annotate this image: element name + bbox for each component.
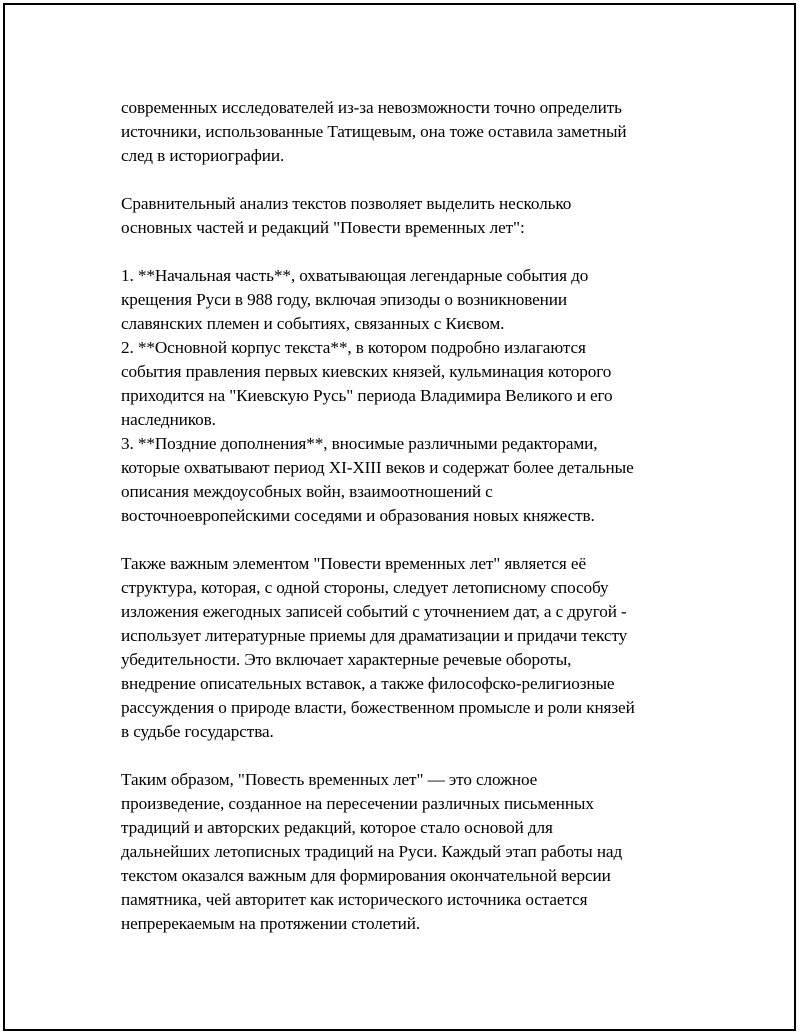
text-line: 3. **Поздние дополнения**, вносимые различными редакторами, [121, 434, 598, 453]
paragraph-tatishchev [121, 96, 701, 168]
text-line: непререкаемым на протяжении столетий. [121, 914, 421, 933]
list-item [121, 336, 701, 432]
list-item [121, 432, 701, 528]
text-line: которые охватывают период XI-XIII веков и содержат более детальные [121, 458, 634, 477]
text-line: произведение, созданное на пересечении различных письменных [121, 794, 594, 813]
text-line: наследников. [121, 410, 216, 429]
parts-list [121, 264, 701, 528]
text-line: Сравнительный анализ текстов позволяет выделить несколько [121, 194, 572, 213]
text-line: приходится на "Киевскую Русь" периода Владимира Великого и его [121, 386, 613, 405]
text-line: убедительности. Это включает характерные речевые обороты, [121, 650, 572, 669]
text-line: славянских племен и событиях, связанных с Києвом. [121, 314, 505, 333]
text-line: текстом оказался важным для формирования окончательной версии [121, 866, 611, 885]
text-line: 2. **Основной корпус текста**, в котором подробно излагаются [121, 338, 586, 357]
paragraph-conclusion [121, 768, 701, 936]
text-line: источники, использованные Татищевым, она тоже оставила заметный [121, 122, 627, 141]
text-line: восточноевропейскими соседями и образования новых княжеств. [121, 506, 595, 525]
text-line: изложения ежегодных записей событий с уточнением дат, а с другой - [121, 602, 627, 621]
paragraph-comparative-analysis [121, 192, 701, 240]
text-line: события правления первых киевских князей, кульминация которого [121, 362, 612, 381]
text-line: след в историографии. [121, 146, 285, 165]
text-line: описания междоусобных войн, взаимоотношений с [121, 482, 493, 501]
document-body [121, 96, 701, 960]
page-frame [3, 3, 796, 1031]
text-line: внедрение описательных вставок, а также философско-религиозные [121, 674, 615, 693]
text-line: Таким образом, "Повесть временных лет" — это сложное [121, 770, 538, 789]
text-line: использует литературные приемы для драматизации и придачи тексту [121, 626, 628, 645]
paragraph-structure [121, 552, 701, 744]
text-line: основных частей и редакций "Повести временных лет": [121, 218, 525, 237]
text-line: памятника, чей авторитет как исторического источника остается [121, 890, 588, 909]
text-line: в судьбе государства. [121, 722, 274, 741]
text-line: традиций и авторских редакций, которое стало основой для [121, 818, 553, 837]
text-line: Также важным элементом "Повести временных лет" является её [121, 554, 586, 573]
list-item [121, 264, 701, 336]
text-line: структура, которая, с одной стороны, следует летописному способу [121, 578, 609, 597]
text-line: дальнейших летописных традиций на Руси. Каждый этап работы над [121, 842, 623, 861]
text-line: современных исследователей из-за невозможности точно определить [121, 98, 622, 117]
text-line: 1. **Начальная часть**, охватывающая легендарные события до [121, 266, 589, 285]
text-line: рассуждения о природе власти, божественном промысле и роли князей [121, 698, 635, 717]
text-line: крещения Руси в 988 году, включая эпизоды о возникновении [121, 290, 567, 309]
